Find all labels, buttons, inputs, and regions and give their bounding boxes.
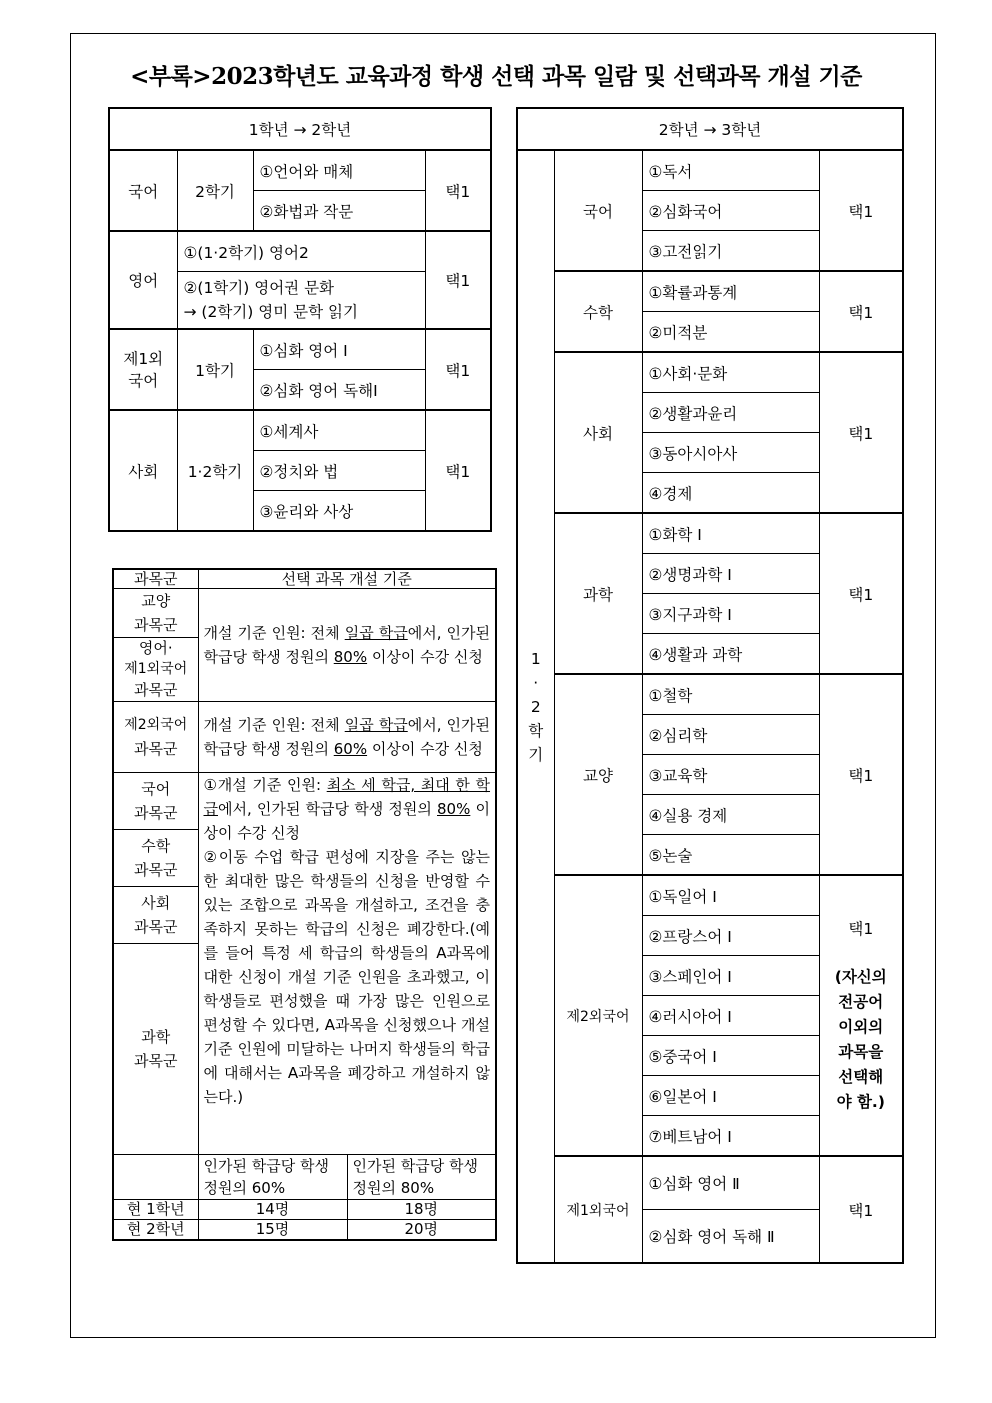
choice-note: 이외의	[838, 1017, 884, 1036]
subject-group	[113, 944, 198, 1155]
summary-corner	[113, 1155, 198, 1200]
table-header: 2학년 → 3학년	[517, 108, 903, 150]
subject-cell: ②심리학	[642, 715, 819, 755]
choice-note: (자신의	[834, 967, 887, 986]
page-title: <부록>2023학년도 교육과정 학생 선택 과목 일람 및 선택과목 개설 기준	[130, 63, 862, 90]
term-char: 학	[528, 721, 544, 740]
term-char: 1	[530, 649, 541, 668]
group-line: 과목군	[134, 616, 178, 634]
group-cell: 교양	[554, 674, 642, 875]
subject-cell: ③동아시아사	[642, 433, 819, 473]
group-line: 국어	[128, 371, 159, 390]
criteria-rule	[198, 702, 496, 773]
rule-underline: 일곱 학급	[344, 624, 408, 642]
group-cell: 과학	[554, 513, 642, 674]
choice-note: 전공어	[838, 992, 884, 1011]
summary-value: 14명	[198, 1200, 347, 1220]
choice-cell: 택1	[425, 150, 491, 231]
choice-label: 택1	[848, 919, 874, 938]
group-cell: 영어	[109, 231, 177, 329]
rule-text: 개설 기준 인원: 전체	[203, 716, 345, 734]
summary-label: 현 2학년	[113, 1220, 198, 1241]
choice-note: 선택해	[838, 1067, 884, 1086]
subject-cell: ④러시아어 Ⅰ	[642, 996, 819, 1036]
subject-cell: ⑤중국어 Ⅰ	[642, 1036, 819, 1076]
subject-group	[113, 702, 198, 773]
criteria-table	[112, 568, 497, 1241]
subject-cell	[177, 272, 425, 330]
group-line: 과목군	[134, 1052, 178, 1070]
rule-underline: 60%	[333, 740, 368, 758]
subject-cell: ②프랑스어 Ⅰ	[642, 916, 819, 956]
group-line: 영어·	[138, 639, 173, 657]
rule-text: 이상이 수강 신청	[203, 800, 491, 842]
group-cell: 수학	[554, 271, 642, 352]
group-line: 제1외국어	[124, 661, 188, 677]
summary-head: 인가된 학급당 학생 정원의 80%	[347, 1155, 496, 1200]
rule-text: 에서, 인가된 학급당 학생 정원의	[203, 716, 491, 758]
term-cell: 1학기	[177, 329, 253, 410]
choice-cell: 택1	[425, 329, 491, 410]
subject-cell: ①화학 Ⅰ	[642, 513, 819, 554]
subject-cell: ②생활과윤리	[642, 393, 819, 433]
group-cell: 사회	[109, 410, 177, 531]
subject-group	[113, 589, 198, 638]
choice-cell	[819, 513, 903, 674]
choice-cell	[819, 1156, 903, 1263]
subject-cell: ②생명과학 Ⅰ	[642, 554, 819, 594]
subject-cell: ①철학	[642, 674, 819, 715]
rule-text: ②이동 수업 학급 편성에 지장을 주는 않는 한 최대한 많은 학생들의 신청을 반영할 수 있는 조합으로 과목을 개설하고, 조건을 충족하지 못하는 학급의 신청은 폐강한다.(예를 들어 특정 세 학급의 학생들의 A과목에 대한 신청이 개설 기준 인원을 초과했고, 이 학생들로 편성했을 때 가장 많은 인원으로 편성할 수 있다면, A과목을 신청했으나 개설 기준 인원에 미달하는 나머지 학생들의 학급에 대해서는 A과목을 폐강하고 개설하지 않는다.)	[203, 848, 491, 1106]
choice-note: 과목을	[838, 1042, 884, 1061]
summary-value: 15명	[198, 1220, 347, 1241]
term-cell: 1·2학기	[177, 410, 253, 531]
rule-underline: 최소 세 학급, 최대 한 학급	[203, 776, 491, 818]
rule-text: 개설 기준 인원: 전체	[203, 624, 345, 642]
choice-label: 택1	[848, 585, 874, 604]
subject-cell: ②심화 영어 독해 Ⅱ	[642, 1210, 819, 1264]
subject-group	[113, 887, 198, 944]
rule-text: 에서, 인가된 학급당 학생 정원의	[203, 624, 491, 666]
group-line: 과목군	[134, 740, 178, 758]
subject-cell: ①심화 영어 Ⅰ	[253, 329, 425, 370]
choice-cell	[819, 674, 903, 875]
grade1-to-2-table	[108, 107, 492, 532]
grade2-to-3-table	[516, 107, 904, 1264]
group-line: 사회	[141, 894, 171, 912]
subject-cell: ③윤리와 사상	[253, 491, 425, 532]
group-cell: 국어	[554, 150, 642, 271]
choice-label: 택1	[848, 766, 874, 785]
subject-line: ②(1학기) 영어권 문화	[183, 279, 335, 297]
subject-cell: ③고전읽기	[642, 231, 819, 272]
criteria-rule	[198, 773, 496, 1155]
summary-head: 인가된 학급당 학생 정원의 60%	[198, 1155, 347, 1200]
subject-cell: ④경제	[642, 473, 819, 514]
criteria-col-header: 선택 과목 개설 기준	[198, 569, 496, 589]
rule-text: 이상이 수강 신청	[367, 648, 483, 666]
term-cell: 2학기	[177, 150, 253, 231]
criteria-rule	[198, 589, 496, 702]
group-line: 과목군	[134, 681, 178, 699]
subject-cell: ①(1·2학기) 영어2	[177, 231, 425, 272]
subject-cell: ②화법과 작문	[253, 191, 425, 232]
subject-cell: ③지구과학 Ⅰ	[642, 594, 819, 634]
group-cell	[109, 329, 177, 410]
group-line: 국어	[141, 780, 171, 798]
rule-underline: 80%	[333, 648, 368, 666]
term-cell	[517, 150, 554, 1263]
criteria-col-header: 과목군	[113, 569, 198, 589]
subject-cell: ④실용 경제	[642, 795, 819, 835]
subject-line: → (2학기) 영미 문학 읽기	[183, 303, 358, 321]
group-cell: 제2외국어	[554, 875, 642, 1156]
group-line: 과학	[141, 1028, 171, 1046]
spacer	[826, 939, 897, 965]
subject-cell: ①확률과통계	[642, 271, 819, 312]
subject-cell: ①독서	[642, 150, 819, 191]
subject-cell: ①독일어 Ⅰ	[642, 875, 819, 916]
rule-text: ①개설 기준 인원:	[203, 776, 327, 794]
summary-label: 현 1학년	[113, 1200, 198, 1220]
subject-cell: ②심화국어	[642, 191, 819, 231]
subject-cell: ①언어와 매체	[253, 150, 425, 191]
choice-label: 택1	[848, 424, 874, 443]
subject-group	[113, 773, 198, 830]
subject-cell: ⑥일본어 Ⅰ	[642, 1076, 819, 1116]
term-char: 2	[530, 697, 541, 716]
group-cell: 제1외국어	[554, 1156, 642, 1263]
choice-cell	[819, 271, 903, 352]
rule-underline: 80%	[437, 800, 471, 818]
term-char: 기	[528, 745, 544, 764]
subject-cell: ④생활과 과학	[642, 634, 819, 675]
group-line: 과목군	[134, 804, 178, 822]
subject-cell: ⑦베트남어 Ⅰ	[642, 1116, 819, 1157]
group-line: 과목군	[134, 861, 178, 879]
choice-cell: 택1	[425, 410, 491, 531]
group-line: 제2외국어	[124, 717, 188, 733]
group-cell: 사회	[554, 352, 642, 513]
subject-cell: ②심화 영어 독해Ⅰ	[253, 370, 425, 411]
subject-cell: ①세계사	[253, 410, 425, 451]
group-cell: 국어	[109, 150, 177, 231]
rule-text: 이상이 수강 신청	[367, 740, 483, 758]
subject-cell: ⑤논술	[642, 835, 819, 876]
rule-text: 에서, 인가된 학급당 학생 정원의	[218, 800, 437, 818]
choice-cell	[819, 352, 903, 513]
summary-value: 18명	[347, 1200, 496, 1220]
subject-group	[113, 830, 198, 887]
subject-cell: ③교육학	[642, 755, 819, 795]
choice-cell	[819, 875, 903, 1156]
term-char: ·	[533, 673, 539, 692]
choice-label: 택1	[848, 1201, 874, 1220]
group-line: 수학	[141, 837, 171, 855]
subject-group	[113, 638, 198, 702]
choice-cell	[819, 150, 903, 271]
choice-cell: 택1	[425, 231, 491, 329]
choice-label: 택1	[848, 202, 874, 221]
group-line: 교양	[141, 592, 171, 610]
group-line: 과목군	[134, 918, 178, 936]
subject-cell: ①사회·문화	[642, 352, 819, 393]
subject-cell: ②정치와 법	[253, 451, 425, 491]
group-line: 제1외	[123, 349, 164, 368]
summary-value: 20명	[347, 1220, 496, 1241]
choice-note: 야 함.)	[836, 1092, 885, 1111]
rule-underline: 일곱 학급	[344, 716, 408, 734]
subject-cell: ①심화 영어 Ⅱ	[642, 1156, 819, 1210]
table-header: 1학년 → 2학년	[109, 108, 491, 150]
subject-cell: ③스페인어 Ⅰ	[642, 956, 819, 996]
subject-cell: ②미적분	[642, 312, 819, 353]
choice-label: 택1	[848, 303, 874, 322]
